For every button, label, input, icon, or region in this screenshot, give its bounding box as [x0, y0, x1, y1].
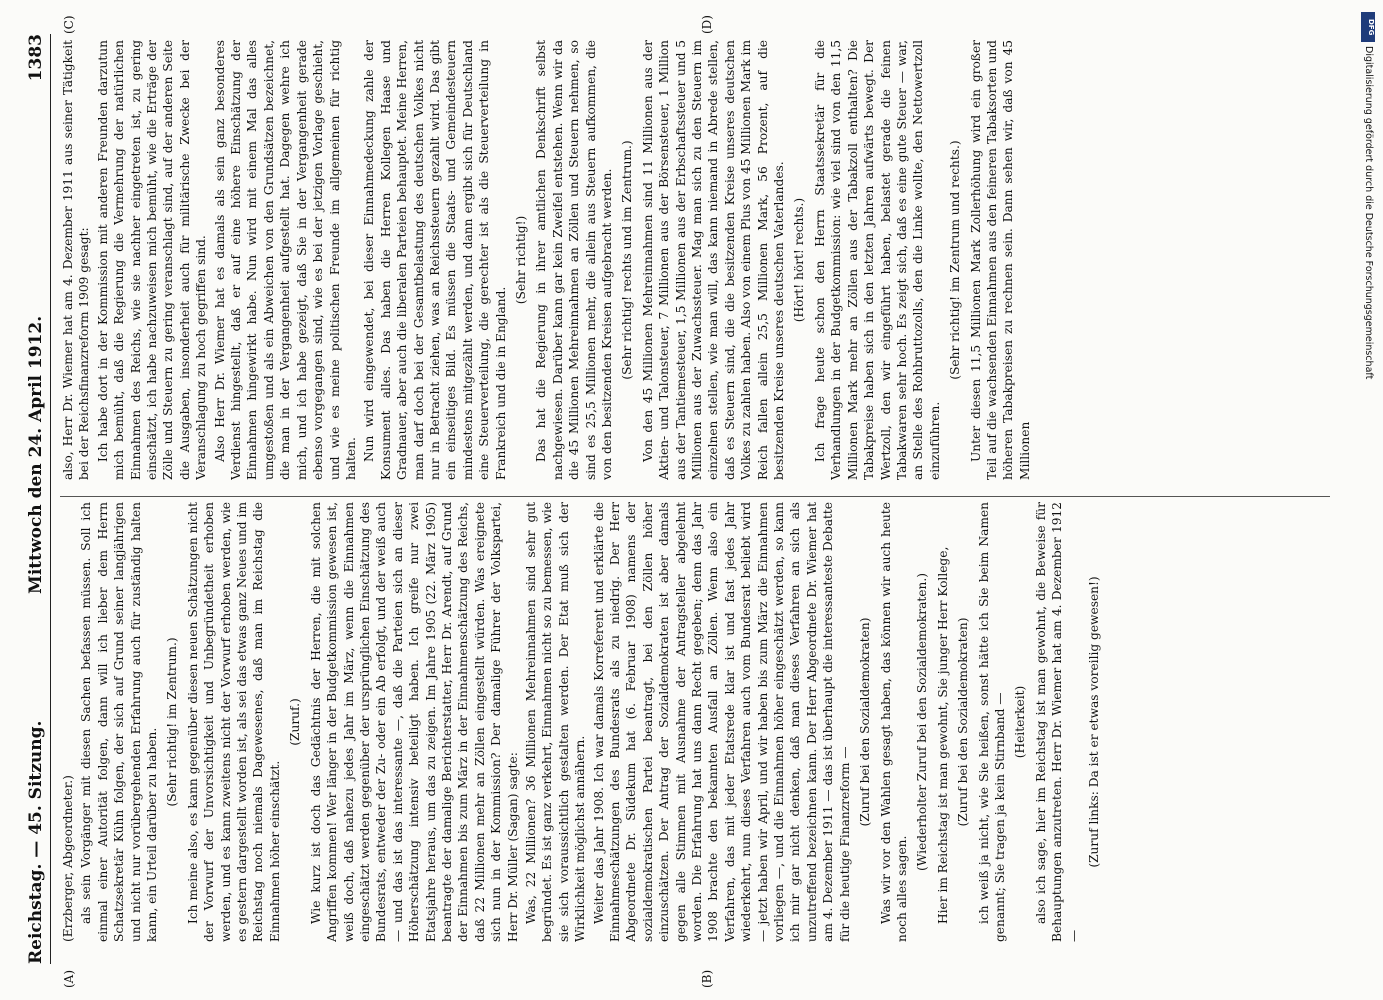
paragraph: Wie kurz ist doch das Gedächtnis der Herren, die mit solchen Angriffen kommen! Wer länger in der Budgetkommission gewesen ist, weiß doch, daß nahezu jedes Jahr im März, wenn die Einnahmen eingeschätzt werden gegenüber der ursprünglichen Einschätzung des Bundesrats, entweder der Zu- oder ein Ab erfolgt, und der weiß auch — und das ist das interessante —, daß die Parteien sich an dieser Höherschätzung intensiv beteiligt haben. Ich greife nur zwei Etatsjahre heraus, um das zu zeigen. Im Jahre 1905 (22. März 1905) beantragte der damalige Berichterstatter, Herr Dr. Arendt, auf Grund der Einnahmen bis zum März in der Einnahmenschätzung des Reichs, daß 22 Millionen mehr an Zöllen eingestellt würden. Was ereignete sich nun in der Kommission? Der damalige Führer der Volkspartei, Herr Dr. Müller (Sagan) sagte: [308, 502, 520, 942]
paragraph: Das hat die Regierung in ihrer amtlichen Denkschrift selbst nachgewiesen. Darüber kann gar kein Zweifel entstehen. Wenn wir da die 45 Millionen Mehreinnahmen an Zöllen und Steuern nehmen, so sind es 25,5 Millionen mehr, die allein aus Steuern aufkommen, die von den besitzenden Kreisen aufgebracht werden. [534, 40, 614, 480]
paragraph: Ich meine also, es kann gegenüber diesen neuen Schätzungen nicht der Vorwurf der Unvorsichtigkeit und Unbegründetheit erhoben werden, und es kann zweitens nicht der Vorwurf erhoben werden, wie es gestern dargestellt worden ist, als sei das etwas ganz Neues und im Reichstag noch niemals Dagewesenes, daß man im Reichstag die Einnahmen höher einschätzt. [185, 502, 282, 942]
header-session: Reichstag. — 45. Sitzung. [26, 720, 46, 964]
interjection: (Sehr richtig! rechts und im Zentrum.) [620, 140, 635, 380]
paragraph: Unter diesen 11,5 Millionen Mark Zollerhöhung wird ein großer Teil auf die wachsenden Einnahmen aus den feineren Tabaksorten und höheren Tabakpreisen zu rechnen sein. Dann sehen wir, daß von 45 Millionen [968, 40, 1032, 480]
interjection: (Heiterkeit) [1013, 685, 1028, 759]
margin-marker-a: (A) [62, 969, 76, 988]
paragraph: Von den 45 Millionen Mehreinnahmen sind 11 Millionen aus der Aktien- und Talonsteuer, 7 Millionen aus der Börsensteuer, 1 Million aus der Tantiemesteuer, 1,5 Millionen aus der Erbschaftssteuer und 5 Millionen aus der Zuwachssteuer. Mag man sich zu den Steuern im einzelnen stellen, wie man will, das kann niemand in Abrede stellen, daß es Steuern sind, die die besitzenden Kreise unseres deutschen Volkes zu zahlen haben. Also von einem Plus von 45 Millionen Mark im Reich fallen allein 25,5 Millionen Mark, 56 Prozent, auf die besitzenden Kreise unseres deutschen Vaterlandes. [640, 40, 787, 480]
paragraph: Nun wird eingewendet, bei dieser Einnahmedeckung zahle der Konsument alles. Das haben die Herren Kollegen Haase und Gradnauer, aber auch die liberalen Parteien behauptet. Meine Herren, man darf doch bei der Gesamtbelastung des deutschen Volkes nicht nur in Betracht ziehen, was an Reichssteuern gezahlt wird. Das gibt ein einseitiges Bild. Es müssen die Staats- und Gemeindesteuern mindestens mitgezählt werden, und dann ergibt sich für Deutschland eine Steuerverteilung, die gerechter ist als die Steuerverteilung in Frankreich und die in England. [362, 40, 508, 480]
digitization-credit: Digitalisierung gefördert durch die Deutsche Forschungsgemeinschaft [1363, 46, 1374, 380]
paragraph: Was wir vor den Wahlen gesagt haben, das können wir auch heute noch alles sagen. [878, 502, 909, 942]
speaker-label: (Erzberger, Abgeordneter.) [61, 775, 75, 942]
paragraph: Also Herr Dr. Wiemer hat es damals als sein ganz besonderes Verdienst hingestellt, daß er auf eine höhere Einschätzung der Einnahmen hingewirkt habe. Nun wird mit einem Mal das alles umgestoßen und als ein Abweichen von den Grundsätzen bezeichnet, die man in der Vergangenheit aufgestellt hat. Dagegen wehre ich mich, und ich habe gezeigt, daß Sie in der Vergangenheit gerade ebenso vorgegangen sind, wie es bei der jetzigen Vorlage geschieht, und wie es meine politischen Freunde im allgemeinen für richtig halten. [212, 40, 358, 480]
page-header [22, 34, 51, 964]
right-column [60, 40, 1335, 480]
interjection: (Sehr richtig!) [513, 215, 528, 305]
digitization-sidebar [1361, 12, 1375, 978]
margin-marker-b: (B) [700, 969, 714, 988]
interjection: (Sehr richtig! im Zentrum.) [165, 637, 180, 807]
interjection: (Hört! hört! rechts.) [792, 197, 807, 323]
paragraph: ich weiß ja nicht, wie Sie heißen, sonst hätte ich Sie beim Namen genannt; Sie tragen ja kein Stirnband — [976, 502, 1007, 942]
paragraph: als sein Vorgänger mit diesen Sachen befassen müssen. Soll ich einmal einer Autorität folgen, dann will ich lieber dem Herrn Schatzsekretär Kühn folgen, der sich auf Grund seiner langjährigen und nicht nur vorübergehenden Erfahrung auch für zuständig halten kann, ein Urteil darüber zu haben. [79, 502, 160, 942]
header-date: Mittwoch den 24. April 1912. [26, 315, 46, 594]
column-divider [60, 496, 1330, 497]
interjection: (Wiederholter Zuruf bei den Sozialdemokraten.) [915, 573, 930, 871]
paragraph: also, Herr Dr. Wiemer hat am 4. Dezember 1911 aus seiner Tätigkeit bei der Reichsfinanzreform 1909 gesagt: [61, 40, 92, 480]
dfg-logo-icon: DFG [1361, 12, 1375, 42]
interjection: (Zuruf.) [288, 698, 303, 746]
paragraph: Ich frage heute schon den Herrn Staatssekretär für die Verhandlungen in der Budgetkommission: wie viel sind von den 11,5 Millionen Mark mehr an Zöllen aus der Tabakzoll enthalten? Die Tabakpreise haben sich in den letzten Jahren aufwärts bewegt. Der Wertzoll, den wir eingeführt haben, belastet gerade die feinen Tabakwaren sehr hoch. Es zeigt sich, daß es eine gute Steuer — war, an Stelle des Rohbruttozolls, den die Linke wollte, den Nettowertzoll einzuführen. [812, 40, 942, 480]
interjection: (Zuruf bei den Sozialdemokraten) [858, 617, 873, 827]
paragraph: Hier im Reichstag ist man gewohnt, Sie junger Herr Kollege, [935, 546, 950, 924]
paragraph: also ich sage, hier im Reichstag ist man gewohnt, die Beweise für Behauptungen anzutreten. Herr Dr. Wiemer hat am 4. Dezember 1912 — [1033, 502, 1081, 942]
left-column [60, 502, 1335, 942]
quotation: Was, 22 Millionen? 36 Millionen Mehreinnahmen sind sehr gut begründet. Es ist ganz verkehrt, Einnahmen nicht so zu bemessen, wie sie sich voraussichtlich gestalten werden. Der Etat muß sich der Wirklichkeit möglichst annähern. [523, 502, 588, 942]
interjection: (Zuruf bei den Sozialdemokraten) [956, 617, 971, 827]
interjection: (Zuruf links: Da ist er etwas voreilig gewesen!) [1086, 576, 1101, 868]
interjection: (Sehr richtig! im Zentrum und rechts.) [948, 140, 963, 380]
quotation: Ich habe dort in der Kommission mit anderen Freunden darzutun mich bemüht, daß die Regierung die Vermehrung der natürlichen Einnahmen des Reichs, wie sie nachher eingetreten ist, zu gering einschätzt, ich habe nachzuweisen mich bemüht, wie die Erträge der Zölle und Steuern zu gering veranschlagt sind, auf der anderen Seite die Ausgaben, insonderheit auch für militärische Zwecke bei der Veranschlagung zu hoch gegriffen sind. [95, 40, 209, 480]
margin-marker-c: (C) [62, 15, 76, 34]
margin-marker-d: (D) [700, 15, 714, 34]
paragraph: Weiter das Jahr 1908. Ich war damals Korreferent und erklärte die Einnahmeschätzungen des Bundesrats als zu niedrig. Der Herr Abgeordnete Dr. Südekum hat (6. Februar 1908) namens der sozialdemokratischen Partei beantragt, bei den Zöllen höher einzuschätzen. Der Antrag der Sozialdemokraten ist aber damals gegen alle Stimmen mit Ausnahme der Antragsteller abgelehnt worden. Die Erfahrung hat uns dann Recht gegeben; denn das Jahr 1908 brachte den bekannten Ausfall an Zöllen. Wenn also ein Verfahren, das mit jeder Etatsrede klar ist und fast jedes Jahr wiederkehrt, nun dieses Verfahren auch vom Bundesrat beliebt wird — jetzt haben wir April, und wir haben bis zum März die Einnahmen vorliegen —, und die Einnahmen höher eingeschätzt werden, so kann ich mir gar nicht denken, daß man dieses Verfahren an sich als unzutreffend bezeichnen kann. Der Herr Abgeordnete Dr. Wiemer hat am 4. Dezember 1911 — das ist überhaupt die interessanteste Debatte für die heutige Finanzreform — [591, 502, 852, 942]
page-number: 1383 [26, 34, 46, 82]
